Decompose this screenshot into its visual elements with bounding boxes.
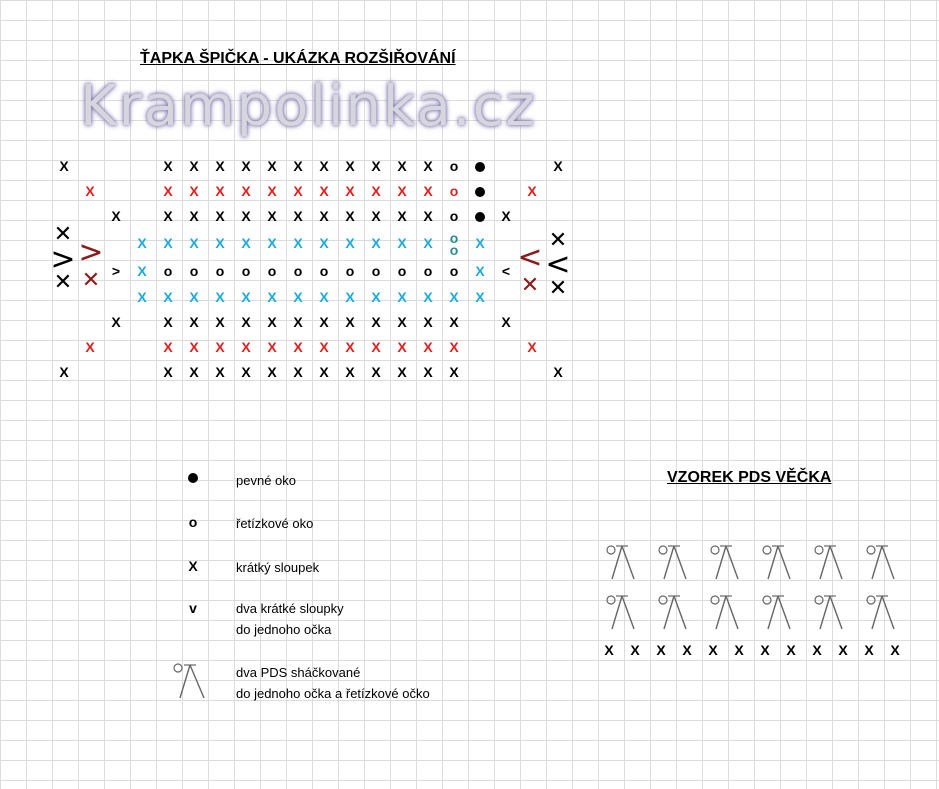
pattern-x: X — [215, 158, 225, 174]
pattern-x: X — [319, 339, 329, 355]
pds-shell-icon — [762, 543, 794, 581]
pattern-lt: < — [501, 263, 511, 279]
pattern-x: X — [267, 314, 277, 330]
pattern-chain-o: o — [449, 158, 459, 174]
pattern-edge-x: X — [501, 208, 511, 224]
pattern-x-cyan: X — [293, 289, 303, 305]
legend-text-5a: dva PDS sháčkované — [236, 665, 361, 680]
pattern-edge-x: X — [59, 364, 69, 380]
pattern-x: X — [371, 364, 381, 380]
pattern-edge-x: X — [553, 158, 563, 174]
increase-gt-left-red: > — [78, 235, 104, 270]
pattern-x: X — [163, 314, 173, 330]
pds-base-x: X — [630, 642, 640, 658]
pattern-x: X — [267, 364, 277, 380]
pattern-edge-x: X — [527, 339, 537, 355]
pattern-x-cyan: X — [475, 263, 485, 279]
pattern-chain-o: o — [345, 263, 355, 279]
pattern-x: X — [267, 339, 277, 355]
pattern-x: X — [241, 208, 251, 224]
legend-symbol-3: X — [188, 558, 198, 574]
pattern-x: X — [319, 158, 329, 174]
pattern-x: X — [371, 208, 381, 224]
pattern-x: X — [449, 314, 459, 330]
pattern-edge-x: X — [59, 158, 69, 174]
pattern-x: X — [241, 314, 251, 330]
pattern-x-cyan: X — [423, 235, 433, 251]
pattern-x: X — [345, 183, 355, 199]
pds-shell-icon — [606, 543, 638, 581]
pattern-x: X — [423, 183, 433, 199]
pattern-x: X — [293, 364, 303, 380]
pattern-x: X — [423, 364, 433, 380]
increase-x-left: ✕ — [53, 222, 73, 247]
legend-text-3: krátký sloupek — [236, 560, 320, 575]
pattern-x-cyan: X — [371, 235, 381, 251]
pattern-x: X — [345, 208, 355, 224]
pattern-x: X — [397, 364, 407, 380]
pds-base-x: X — [708, 642, 718, 658]
pattern-x: X — [189, 364, 199, 380]
pattern-x: X — [163, 364, 173, 380]
legend-text-4b: do jednoho očka — [236, 622, 332, 637]
pattern-x: X — [397, 183, 407, 199]
pds-base-x: X — [656, 642, 666, 658]
pattern-x: X — [423, 208, 433, 224]
pattern-edge-x: X — [553, 364, 563, 380]
pattern-x: X — [189, 314, 199, 330]
pattern-chain-o: o — [397, 263, 407, 279]
pattern-chain-o: o — [267, 263, 277, 279]
pds-base-x: X — [734, 642, 744, 658]
pattern-chain-o: o — [319, 263, 329, 279]
pds-shell-icon — [762, 593, 794, 631]
pattern-x-cyan: X — [345, 235, 355, 251]
pattern-x: X — [293, 339, 303, 355]
legend-text-2: řetízkové oko — [236, 516, 314, 531]
pattern-chain-o: o — [423, 263, 433, 279]
pds-shell-icon — [814, 543, 846, 581]
pattern-x-cyan: X — [397, 235, 407, 251]
pds-shell-icon — [658, 543, 690, 581]
pattern-x: X — [371, 158, 381, 174]
pattern-chain-o: o — [449, 183, 459, 199]
pattern-chain-o: o — [293, 263, 303, 279]
pattern-edge-x: X — [501, 314, 511, 330]
pattern-x: X — [293, 183, 303, 199]
pds-shell-icon — [172, 662, 206, 700]
pds-shell-icon — [710, 543, 742, 581]
pattern-dot — [467, 181, 493, 201]
pattern-x: X — [345, 339, 355, 355]
pattern-x: X — [449, 364, 459, 380]
pattern-x-cyan: X — [241, 289, 251, 305]
pattern-x: X — [371, 183, 381, 199]
pattern-x: X — [345, 158, 355, 174]
pds-sample-title: VZOREK PDS VĚČKA — [667, 469, 832, 486]
pattern-edge-x: X — [85, 339, 95, 355]
pattern-x: X — [163, 208, 173, 224]
pattern-chain-o: o — [241, 263, 251, 279]
pattern-x-cyan: X — [475, 289, 485, 305]
legend-text-5b: do jednoho očka a řetízkové očko — [236, 686, 430, 701]
pattern-dot — [467, 206, 493, 226]
pattern-x: X — [423, 339, 433, 355]
pattern-dot — [467, 156, 493, 176]
pattern-x: X — [449, 339, 459, 355]
pattern-x-cyan: X — [163, 289, 173, 305]
pattern-x: X — [293, 314, 303, 330]
pattern-x: X — [189, 339, 199, 355]
legend-symbol-4: v — [189, 600, 197, 616]
pattern-x: X — [241, 364, 251, 380]
pattern-x-cyan: X — [319, 289, 329, 305]
pattern-x: X — [163, 339, 173, 355]
pattern-chain-o: o — [449, 208, 459, 224]
pattern-x: X — [423, 314, 433, 330]
pattern-chain-o-teal: o — [449, 230, 459, 246]
pattern-x-cyan: X — [423, 289, 433, 305]
pattern-x: X — [241, 158, 251, 174]
pattern-x-cyan: X — [267, 235, 277, 251]
pattern-x: X — [319, 208, 329, 224]
pattern-grid — [0, 0, 600, 400]
pattern-x-cyan: X — [163, 235, 173, 251]
pattern-x-cyan: X — [371, 289, 381, 305]
pattern-x: X — [215, 183, 225, 199]
pattern-chain-o: o — [449, 263, 459, 279]
pds-base-x: X — [604, 642, 614, 658]
pds-shell-icon — [814, 593, 846, 631]
pattern-x: X — [241, 339, 251, 355]
pattern-x-cyan: X — [189, 289, 199, 305]
pattern-edge-x: X — [527, 183, 537, 199]
pattern-chain-o: o — [189, 263, 199, 279]
pattern-x: X — [397, 158, 407, 174]
pattern-x: X — [163, 183, 173, 199]
pattern-edge-x: X — [85, 183, 95, 199]
increase-x-left: ✕ — [53, 270, 73, 295]
increase-x-right: ✕ — [548, 276, 568, 301]
watermark: Krampolinka.cz — [80, 74, 537, 139]
pattern-x-cyan: X — [319, 235, 329, 251]
filled-dot-icon — [188, 473, 198, 483]
chart-title: ŤAPKA ŠPIČKA - UKÁZKA ROZŠIŘOVÁNÍ — [140, 50, 456, 67]
pattern-x: X — [371, 314, 381, 330]
pattern-x-cyan: X — [293, 235, 303, 251]
pds-shell-icon — [710, 593, 742, 631]
pattern-x: X — [215, 208, 225, 224]
increase-x-right-red: ✕ — [520, 273, 540, 298]
pds-base-x: X — [838, 642, 848, 658]
pds-base-x: X — [864, 642, 874, 658]
legend-text-1: pevné oko — [236, 473, 296, 488]
pattern-x-cyan: X — [345, 289, 355, 305]
pattern-x: X — [215, 314, 225, 330]
pds-base-x: X — [786, 642, 796, 658]
pattern-x: X — [319, 364, 329, 380]
pattern-x-cyan: X — [137, 289, 147, 305]
pattern-edge-x: X — [111, 208, 121, 224]
pds-base-x: X — [812, 642, 822, 658]
pattern-x-cyan: X — [397, 289, 407, 305]
pattern-x-cyan: X — [241, 235, 251, 251]
increase-lt-right: < — [545, 247, 571, 282]
pattern-x: X — [345, 314, 355, 330]
pattern-x-cyan: X — [215, 235, 225, 251]
pattern-x: X — [267, 208, 277, 224]
pattern-x: X — [319, 183, 329, 199]
pattern-x: X — [267, 158, 277, 174]
pattern-edge-x: X — [111, 314, 121, 330]
pds-shell-icon — [866, 593, 898, 631]
pattern-x: X — [397, 314, 407, 330]
pattern-chain-o: o — [371, 263, 381, 279]
pds-shell-icon — [658, 593, 690, 631]
pattern-chain-o: o — [163, 263, 173, 279]
pattern-x: X — [371, 339, 381, 355]
increase-gt-left: > — [50, 242, 76, 277]
pattern-x: X — [397, 339, 407, 355]
pattern-x: X — [293, 208, 303, 224]
increase-x-right: ✕ — [548, 228, 568, 253]
increase-x-left-red: ✕ — [81, 268, 101, 293]
pds-base-x: X — [760, 642, 770, 658]
pattern-x: X — [319, 314, 329, 330]
pds-base-x: X — [682, 642, 692, 658]
pattern-x: X — [163, 158, 173, 174]
pds-base-x: X — [890, 642, 900, 658]
pds-shell-icon — [866, 543, 898, 581]
pattern-x: X — [189, 158, 199, 174]
pattern-x-cyan: X — [449, 289, 459, 305]
pattern-x-cyan: X — [215, 289, 225, 305]
pattern-x-cyan: X — [137, 235, 147, 251]
pattern-x: X — [189, 208, 199, 224]
pattern-x: X — [293, 158, 303, 174]
pattern-x: X — [215, 339, 225, 355]
pattern-x-cyan: X — [137, 263, 147, 279]
pattern-x: X — [241, 183, 251, 199]
pattern-chain-o-teal: o — [449, 242, 459, 258]
pattern-chain-o: o — [215, 263, 225, 279]
pattern-x-cyan: X — [189, 235, 199, 251]
pattern-x: X — [397, 208, 407, 224]
pattern-x: X — [345, 364, 355, 380]
pattern-x-cyan: X — [475, 235, 485, 251]
pattern-x: X — [267, 183, 277, 199]
pattern-x: X — [215, 364, 225, 380]
pattern-x-cyan: X — [267, 289, 277, 305]
legend-text-4a: dva krátké sloupky — [236, 601, 344, 616]
pds-shell-icon — [606, 593, 638, 631]
pattern-gt: > — [111, 263, 121, 279]
legend-symbol-2: o — [188, 514, 198, 530]
pattern-x: X — [189, 183, 199, 199]
increase-lt-right-red: < — [517, 240, 543, 275]
pattern-x: X — [423, 158, 433, 174]
